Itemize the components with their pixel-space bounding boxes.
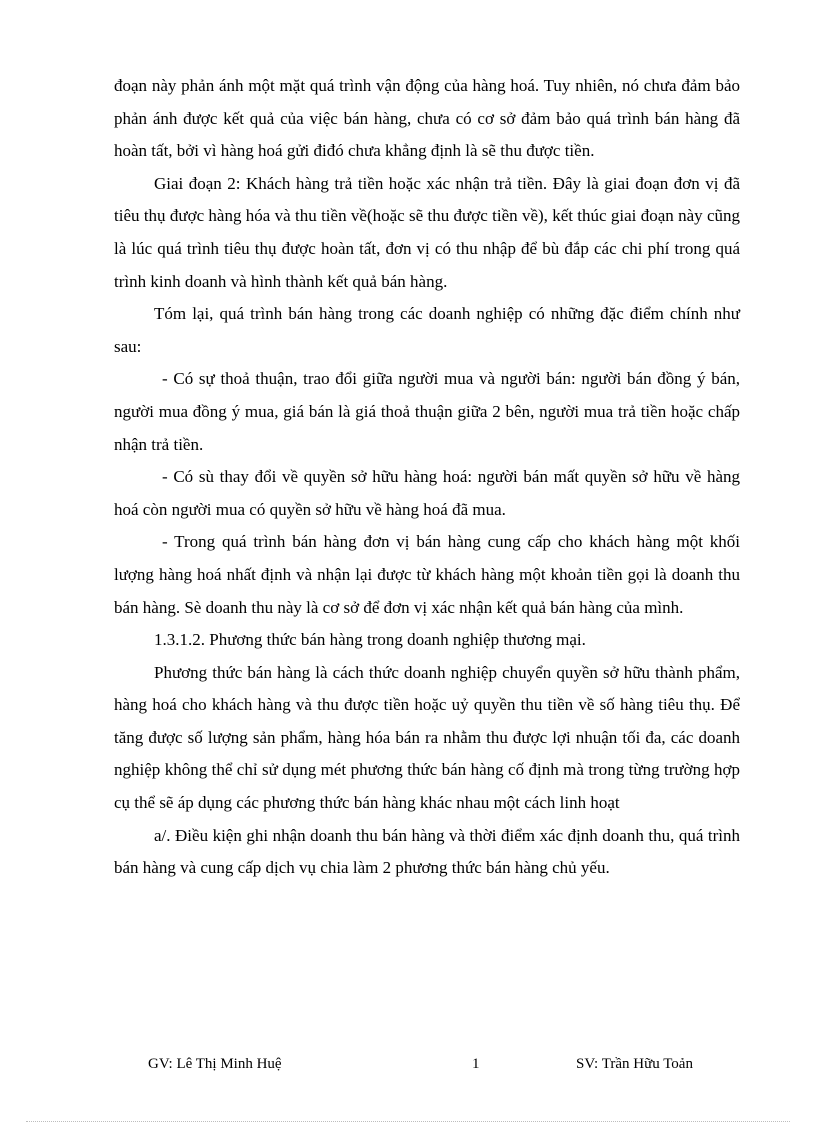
section-heading: 1.3.1.2. Phương thức bán hàng trong doanh nghiệp thương mại.	[154, 630, 586, 650]
paragraph-sales-methods: Phương thức bán hàng là cách thức doanh nghiệp chuyển quyền sở hữu thành phẩm, hàng hoá cho khách hàng và thu được tiền hoặc uỷ quyền thu tiền về số hàng tiêu thụ. Để tăng được số lượng sản phẩm, hàng hóa bán ra nhằm thu được lợi nhuận tối đa, các doanh nghiệp không thể chỉ sử dụng mét phương thức bán hàng cố định mà trong từng trường hợp cụ thể sẽ áp dụng các phương thức bán hàng khác nhau một cách linh hoạt	[114, 662, 740, 813]
paragraph-stage-2: Giai đoạn 2: Khách hàng trả tiền hoặc xác nhận trả tiền. Đây là giai đoạn đơn vị đã tiêu thụ được hàng hóa và thu tiền về(hoặc sẽ thu được tiền về), kết thúc giai đoạn này cũng là lúc quá trình tiêu thụ được hoàn tất, đơn vị có thu nhập để bù đắp các chi phí trong quá trình kinh doanh và hình thành kết quả bán hàng.	[114, 173, 740, 291]
page-bottom-divider	[26, 1121, 790, 1122]
paragraph-summary: Tóm lại, quá trình bán hàng trong các doanh nghiệp có những đặc điểm chính như sau:	[114, 304, 740, 356]
footer-page-number: 1	[472, 1056, 480, 1072]
bullet-ownership: - Có sù thay đổi về quyền sở hữu hàng hoá: người bán mất quyền sở hữu về hàng hoá còn người mua có quyền sở hữu về hàng hoá đã mua.	[114, 467, 740, 519]
body-text	[114, 70, 740, 885]
footer-teacher: GV: Lê Thị Minh Huệ	[148, 1056, 282, 1072]
paragraph-revenue-conditions: a/. Điều kiện ghi nhận doanh thu bán hàng và thời điểm xác định doanh thu, quá trình bán hàng và cung cấp dịch vụ chia làm 2 phương thức bán hàng chủ yếu.	[114, 825, 740, 878]
paragraph-continuation: đoạn này phản ánh một mặt quá trình vận động của hàng hoá. Tuy nhiên, nó chưa đảm bảo phản ánh được kết quả của việc bán hàng, chưa có cơ sở đảm bảo quá trình bán hàng đã hoàn tất, bởi vì hàng hoá gửi điđó chưa khẳng định là sẽ thu được tiền.	[114, 76, 740, 161]
bullet-revenue: - Trong quá trình bán hàng đơn vị bán hàng cung cấp cho khách hàng một khối lượng hàng hoá nhất định và nhận lại được từ khách hàng một khoản tiền gọi là doanh thu bán hàng. Sè doanh thu này là cơ sở để đơn vị xác nhận kết quả bán hàng của mình.	[114, 532, 740, 617]
bullet-agreement: - Có sự thoả thuận, trao đổi giữa người mua và người bán: người bán đồng ý bán, người mua đồng ý mua, giá bán là giá thoả thuận giữa 2 bên, người mua trả tiền hoặc chấp nhận trả tiền.	[114, 369, 740, 454]
footer-student: SV: Trần Hữu Toản	[576, 1056, 693, 1072]
